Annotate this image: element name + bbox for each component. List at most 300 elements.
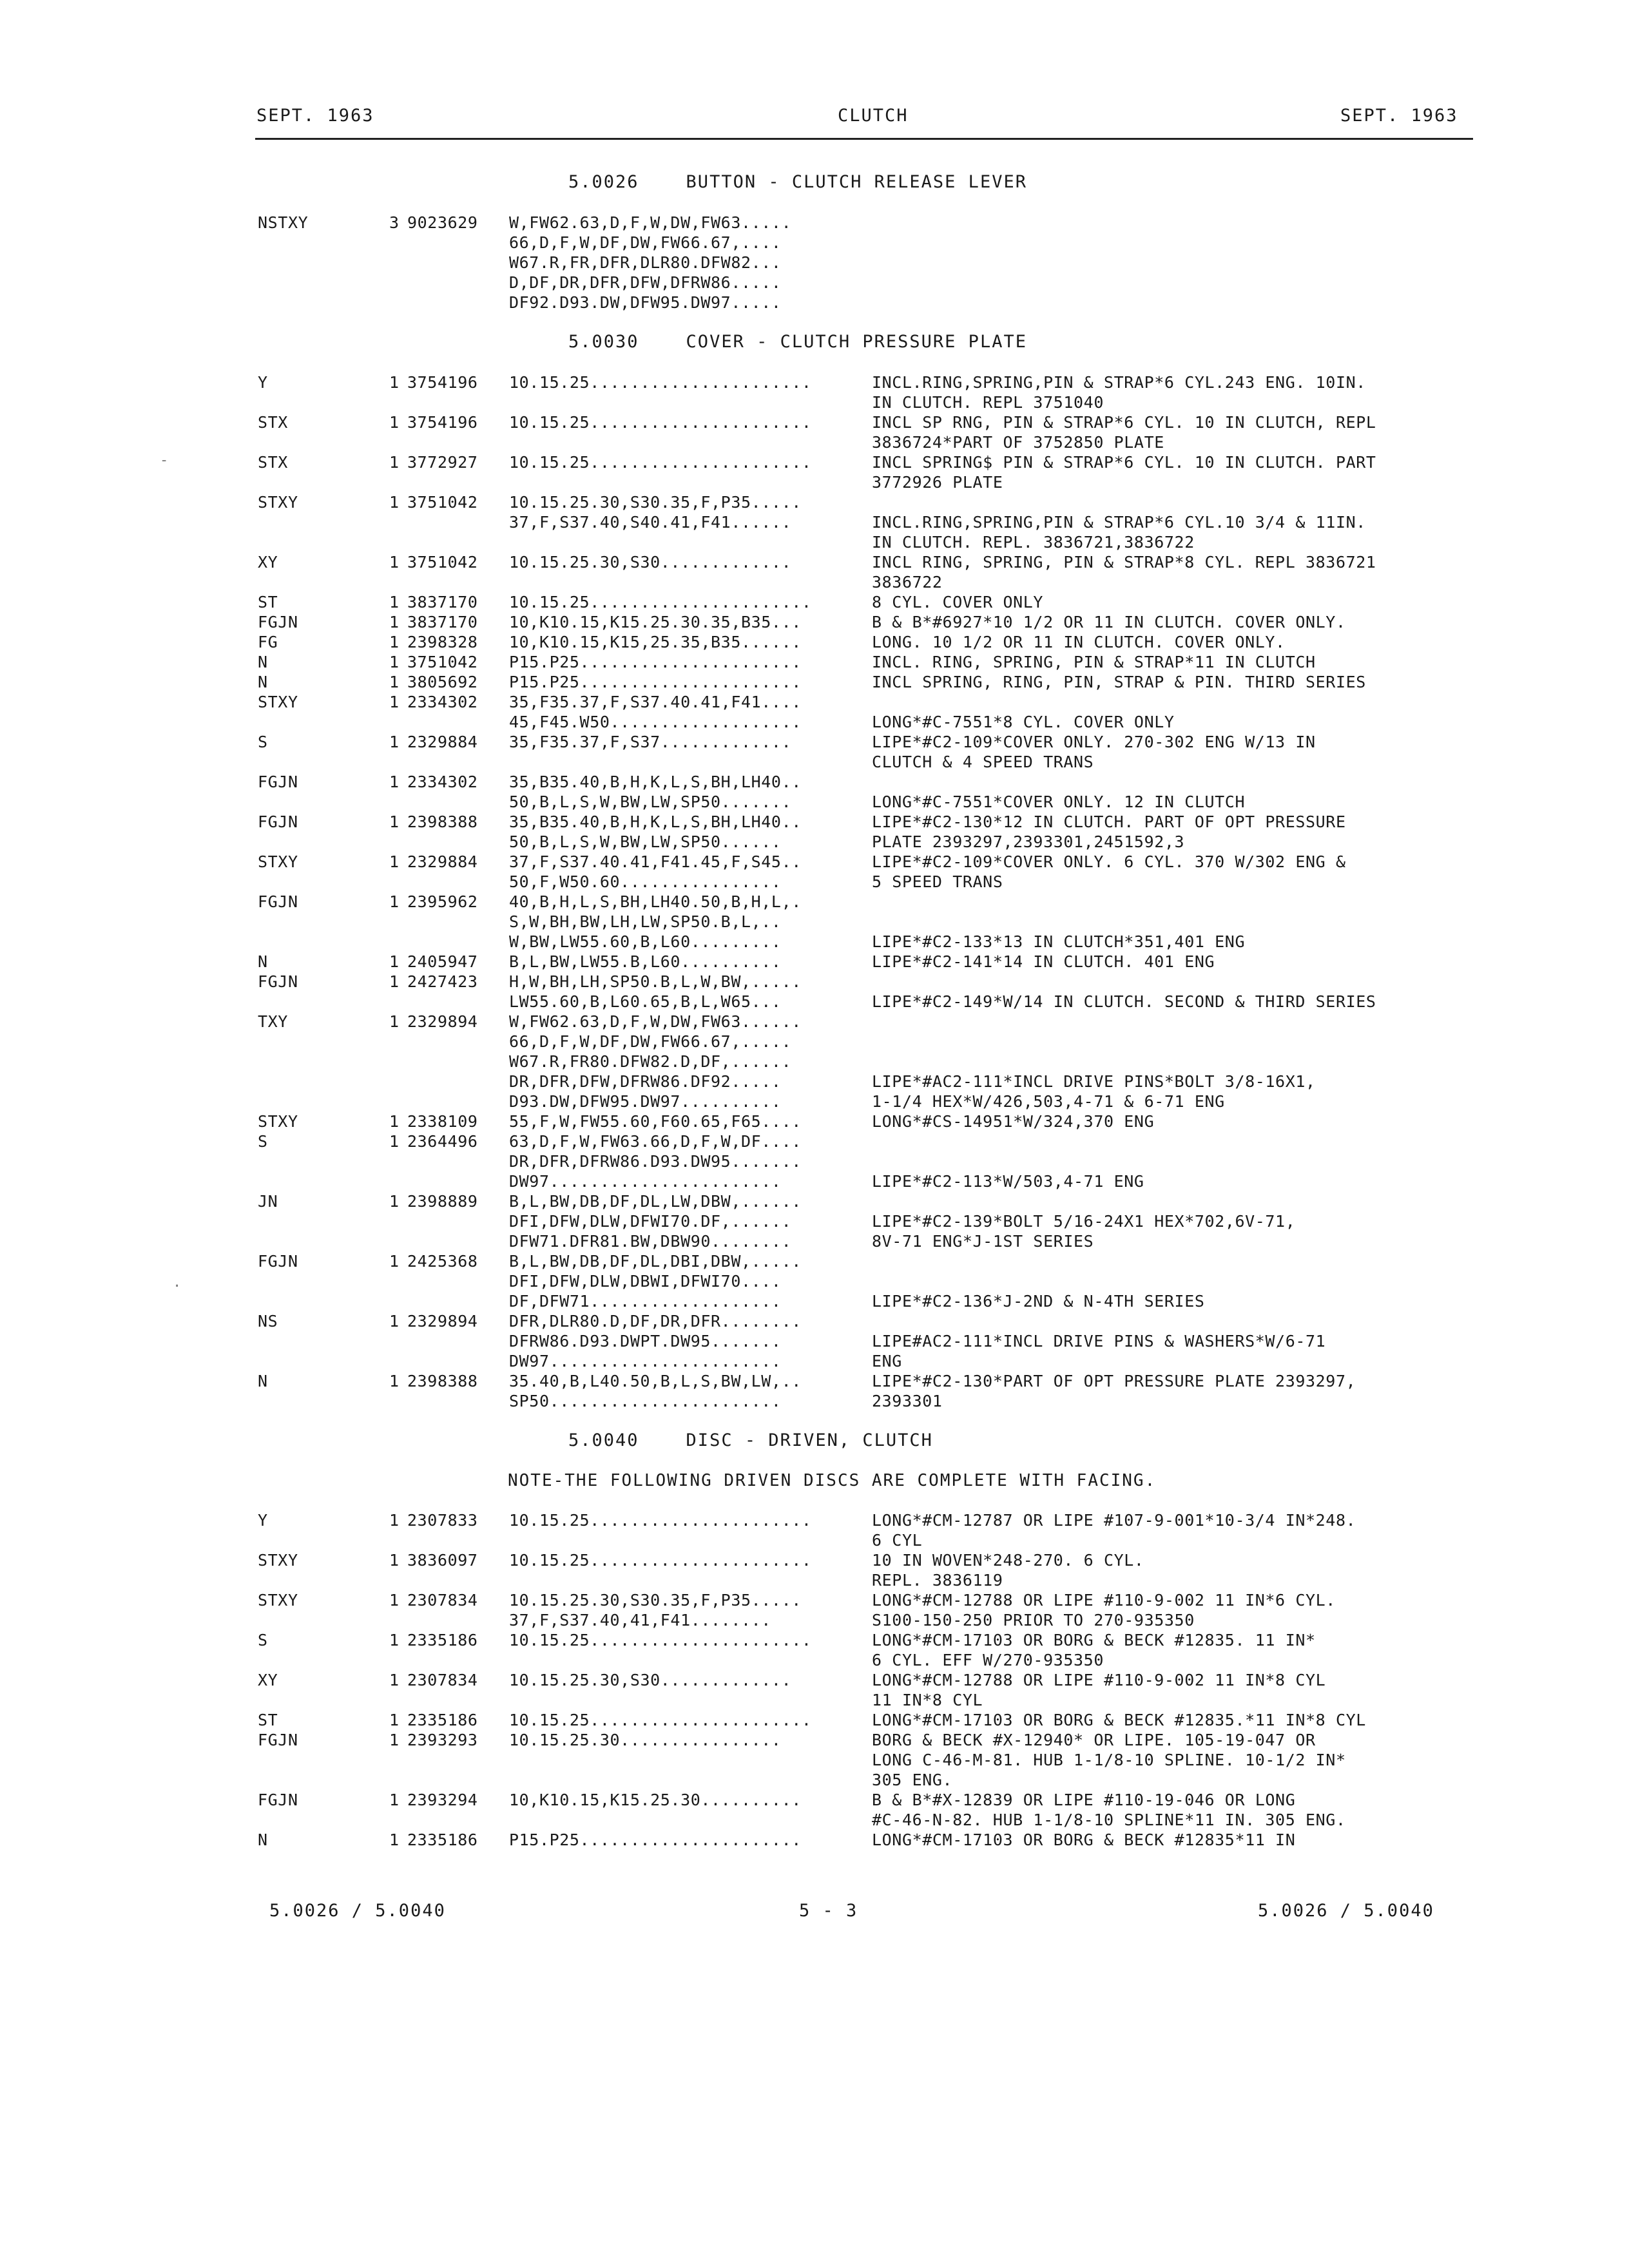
entry-line (0, 472, 1629, 492)
parts-listing (0, 164, 1629, 1850)
entry-line (0, 1191, 1629, 1211)
remarks: LONG*#CM-17103 OR BORG & BECK #12835.*11 IN*8 CYL (872, 1711, 1366, 1729)
part-number: 9023629 (407, 213, 478, 232)
entry-line (0, 892, 1629, 912)
header-date-left: SEPT. 1963 (256, 106, 374, 126)
remarks: #C-46-N-82. HUB 1-1/8-10 SPLINE*11 IN. 305 ENG. (872, 1811, 1346, 1829)
model-codes: FGJN (258, 972, 298, 991)
part-number: 2329884 (407, 852, 478, 871)
scan-speck: - (160, 452, 169, 468)
application-codes: 10,K10.15,K15,25.35,B35...... (509, 633, 802, 651)
part-number: 2338109 (407, 1112, 478, 1131)
remarks: 3836722 (872, 573, 943, 591)
part-number: 2398328 (407, 633, 478, 651)
entry-line (0, 772, 1629, 792)
entry-line (0, 1770, 1629, 1790)
entry-line (0, 672, 1629, 692)
application-codes: P15.P25...................... (509, 673, 802, 691)
remarks: LONG*#CM-12788 OR LIPE #110-9-002 11 IN*6 CYL. (872, 1591, 1336, 1610)
remarks: ENG (872, 1352, 902, 1370)
header-date-right: SEPT. 1963 (1340, 106, 1458, 126)
remarks: 8V-71 ENG*J-1ST SERIES (872, 1232, 1094, 1251)
quantity: 1 (389, 1551, 400, 1570)
application-codes: 10.15.25...................... (509, 373, 812, 392)
entry-line (0, 1730, 1629, 1750)
entry-line (0, 752, 1629, 772)
entry-line (0, 1790, 1629, 1810)
application-codes: DFI,DFW,DLW,DFWI70.DF,...... (509, 1212, 792, 1231)
remarks: LIPE*#C2-149*W/14 IN CLUTCH. SECOND & THIRD SERIES (872, 992, 1376, 1011)
model-codes: TXY (258, 1012, 288, 1031)
entry-line (0, 1052, 1629, 1072)
section-title: 5.0040 DISC - DRIVEN, CLUTCH (568, 1430, 933, 1450)
part-number: 2398388 (407, 1372, 478, 1390)
quantity: 1 (389, 812, 400, 831)
model-codes: NSTXY (258, 213, 309, 232)
entry-line (0, 632, 1629, 652)
quantity: 1 (389, 1372, 400, 1390)
application-codes: 45,F45.W50................... (509, 713, 802, 731)
part-number: 3751042 (407, 493, 478, 512)
remarks: LONG. 10 1/2 OR 11 IN CLUTCH. COVER ONLY. (872, 633, 1286, 651)
application-codes: W,BW,LW55.60,B,L60......... (509, 932, 782, 951)
quantity: 1 (389, 373, 400, 392)
entry-line (0, 1271, 1629, 1291)
model-codes: STXY (258, 693, 298, 711)
entry-line (0, 952, 1629, 972)
quantity: 1 (389, 593, 400, 611)
quantity: 1 (389, 773, 400, 791)
remarks: INCL SP RNG, PIN & STRAP*6 CYL. 10 IN CLUTCH, REPL (872, 413, 1376, 432)
part-number: 2398889 (407, 1192, 478, 1211)
model-codes: Y (258, 1511, 268, 1530)
application-codes: W,FW62.63,D,F,W,DW,FW63...... (509, 1012, 802, 1031)
remarks: LONG*#C-7551*COVER ONLY. 12 IN CLUTCH (872, 793, 1246, 811)
model-codes: STXY (258, 1551, 298, 1570)
application-codes: 10.15.25...................... (509, 1551, 812, 1570)
remarks: B & B*#6927*10 1/2 OR 11 IN CLUTCH. COVER ONLY. (872, 613, 1346, 631)
section-gap (0, 312, 1629, 324)
entry-line (0, 1231, 1629, 1251)
application-codes: DF92.D93.DW,DFW95.DW97..... (509, 293, 782, 312)
quantity: 1 (389, 733, 400, 751)
model-codes: Y (258, 373, 268, 392)
model-codes: STXY (258, 1591, 298, 1610)
part-number: 2395962 (407, 892, 478, 911)
remarks: LIPE*#C2-113*W/503,4-71 ENG (872, 1172, 1144, 1191)
entry-line (0, 992, 1629, 1012)
application-codes: B,L,BW,LW55.B,L60.......... (509, 952, 782, 971)
application-codes: B,L,BW,DB,DF,DL,DBI,DBW,..... (509, 1252, 802, 1271)
model-codes: XY (258, 1671, 278, 1689)
remarks: 6 CYL (872, 1531, 923, 1550)
entry-line (0, 512, 1629, 532)
part-number: 2329894 (407, 1012, 478, 1031)
remarks: S100-150-250 PRIOR TO 270-935350 (872, 1611, 1195, 1629)
remarks: 10 IN WOVEN*248-270. 6 CYL. (872, 1551, 1144, 1570)
application-codes: W67.R,FR80.DFW82.D,DF,...... (509, 1052, 792, 1071)
model-codes: S (258, 1631, 268, 1649)
quantity: 1 (389, 693, 400, 711)
remarks: B & B*#X-12839 OR LIPE #110-19-046 OR LONG (872, 1791, 1296, 1809)
model-codes: N (258, 673, 268, 691)
application-codes: W67.R,FR,DFR,DLR80.DFW82... (509, 253, 782, 272)
entry-line (0, 1670, 1629, 1690)
model-codes: S (258, 1132, 268, 1151)
remarks: LIPE*#C2-130*12 IN CLUTCH. PART OF OPT PRESSURE (872, 812, 1346, 831)
application-codes: 10.15.25...................... (509, 453, 812, 472)
entry-line (0, 1211, 1629, 1231)
quantity: 1 (389, 1631, 400, 1649)
part-number: 2393294 (407, 1791, 478, 1809)
entry-line (0, 1650, 1629, 1670)
quantity: 1 (389, 613, 400, 631)
application-codes: DR,DFR,DFW,DFRW86.DF92..... (509, 1072, 782, 1091)
remarks: 1-1/4 HEX*W/426,503,4-71 & 6-71 ENG (872, 1092, 1225, 1111)
application-codes: 37,F,S37.40.41,F41.45,F,S45.. (509, 852, 802, 871)
quantity: 1 (389, 952, 400, 971)
entry-line (0, 932, 1629, 952)
quantity: 1 (389, 1252, 400, 1271)
model-codes: N (258, 1831, 268, 1849)
part-number: 2335186 (407, 1831, 478, 1849)
entry-line (0, 1032, 1629, 1052)
application-codes: 63,D,F,W,FW63.66,D,F,W,DF.... (509, 1132, 802, 1151)
section-title: 5.0030 COVER - CLUTCH PRESSURE PLATE (568, 332, 1027, 352)
part-number: 3837170 (407, 593, 478, 611)
entry-line (0, 233, 1629, 253)
quantity: 1 (389, 1511, 400, 1530)
application-codes: DW97....................... (509, 1172, 782, 1191)
model-codes: NS (258, 1312, 278, 1331)
remarks: IN CLUTCH. REPL. 3836721,3836722 (872, 533, 1195, 552)
quantity: 1 (389, 1731, 400, 1749)
application-codes: 50,B,L,S,W,BW,LW,SP50....... (509, 793, 792, 811)
remarks: LIPE*#C2-139*BOLT 5/16-24X1 HEX*702,6V-71, (872, 1212, 1296, 1231)
remarks: LONG*#CS-14951*W/324,370 ENG (872, 1112, 1155, 1131)
entry-line (0, 273, 1629, 293)
remarks: LONG*#CM-17103 OR BORG & BECK #12835. 11 IN* (872, 1631, 1316, 1649)
application-codes: B,L,BW,DB,DF,DL,LW,DBW,...... (509, 1192, 802, 1211)
model-codes: ST (258, 1711, 278, 1729)
entry-line (0, 1291, 1629, 1311)
remarks: IN CLUTCH. REPL 3751040 (872, 393, 1104, 412)
model-codes: FGJN (258, 1791, 298, 1809)
model-codes: JN (258, 1192, 278, 1211)
application-codes: 10.15.25...................... (509, 1711, 812, 1729)
part-number: 2307834 (407, 1671, 478, 1689)
part-number: 3805692 (407, 673, 478, 691)
quantity: 1 (389, 553, 400, 572)
entry-line (0, 692, 1629, 712)
part-number: 2329884 (407, 733, 478, 751)
quantity: 1 (389, 633, 400, 651)
remarks: LONG*#CM-17103 OR BORG & BECK #12835*11 IN (872, 1831, 1296, 1849)
application-codes: 35,F35.37,F,S37.40.41,F41.... (509, 693, 802, 711)
model-codes: STXY (258, 852, 298, 871)
model-codes: XY (258, 553, 278, 572)
quantity: 1 (389, 1791, 400, 1809)
model-codes: FGJN (258, 892, 298, 911)
application-codes: 10,K10.15,K15.25.30.......... (509, 1791, 802, 1809)
entry-line (0, 1371, 1629, 1391)
entry-line (0, 293, 1629, 312)
part-number: 3751042 (407, 553, 478, 572)
entry-line (0, 1091, 1629, 1111)
model-codes: N (258, 1372, 268, 1390)
entry-line (0, 1570, 1629, 1590)
entry-line (0, 253, 1629, 273)
remarks: LONG*#C-7551*8 CYL. COVER ONLY (872, 713, 1175, 731)
remarks: LONG C-46-M-81. HUB 1-1/8-10 SPLINE. 10-1/2 IN* (872, 1751, 1346, 1769)
remarks: INCL.RING,SPRING,PIN & STRAP*6 CYL.243 ENG. 10IN. (872, 373, 1366, 392)
part-number: 3754196 (407, 413, 478, 432)
entry-line (0, 552, 1629, 572)
entry-line (0, 1690, 1629, 1710)
entry-line (0, 452, 1629, 472)
entry-line (0, 1251, 1629, 1271)
section-gap (0, 1411, 1629, 1423)
application-codes: W,FW62.63,D,F,W,DW,FW63..... (509, 213, 792, 232)
part-number: 3751042 (407, 653, 478, 671)
quantity: 1 (389, 892, 400, 911)
quantity: 1 (389, 1312, 400, 1331)
quantity: 1 (389, 653, 400, 671)
application-codes: 10.15.25...................... (509, 593, 812, 611)
application-codes: SP50....................... (509, 1392, 782, 1410)
entry-line (0, 1830, 1629, 1850)
application-codes: D93.DW,DFW95.DW97.......... (509, 1092, 782, 1111)
quantity: 1 (389, 852, 400, 871)
entry-line (0, 1530, 1629, 1550)
quantity: 1 (389, 1671, 400, 1689)
application-codes: DF,DFW71................... (509, 1292, 782, 1311)
quantity: 1 (389, 453, 400, 472)
model-codes: S (258, 733, 268, 751)
application-codes: 50,B,L,S,W,BW,LW,SP50...... (509, 832, 782, 851)
application-codes: 10.15.25.30,S30............. (509, 553, 792, 572)
entry-line (0, 1750, 1629, 1770)
quantity: 1 (389, 972, 400, 991)
application-codes: 10,K10.15,K15.25.30.35,B35... (509, 613, 802, 631)
application-codes: P15.P25...................... (509, 653, 802, 671)
quantity: 1 (389, 493, 400, 512)
part-number: 3836097 (407, 1551, 478, 1570)
entry-line (0, 712, 1629, 732)
part-number: 2307833 (407, 1511, 478, 1530)
quantity: 1 (389, 1591, 400, 1610)
entry-line (0, 412, 1629, 432)
application-codes: 35,B35.40,B,H,K,L,S,BH,LH40.. (509, 812, 802, 831)
application-codes: 37,F,S37.40,S40.41,F41...... (509, 513, 792, 532)
entry-line (0, 1351, 1629, 1371)
entry-line (0, 792, 1629, 812)
remarks: INCL SPRING, RING, PIN, STRAP & PIN. THIRD SERIES (872, 673, 1366, 691)
remarks: LIPE*#C2-133*13 IN CLUTCH*351,401 ENG (872, 932, 1246, 951)
application-codes: 37,F,S37.40,41,F41........ (509, 1611, 771, 1629)
application-codes: 35,F35.37,F,S37............. (509, 733, 792, 751)
header-rule (255, 138, 1473, 140)
remarks: INCL.RING,SPRING,PIN & STRAP*6 CYL.10 3/4 & 11IN. (872, 513, 1366, 532)
entry-line (0, 1630, 1629, 1650)
part-number: 3772927 (407, 453, 478, 472)
part-number: 2335186 (407, 1631, 478, 1649)
entry-line (0, 1331, 1629, 1351)
application-codes: DFRW86.D93.DWPT.DW95....... (509, 1332, 782, 1350)
application-codes: 10.15.25.30,S30.35,F,P35..... (509, 493, 802, 512)
remarks: LIPE*#C2-109*COVER ONLY. 270-302 ENG W/13 IN (872, 733, 1316, 751)
application-codes: DW97....................... (509, 1352, 782, 1370)
entry-line (0, 612, 1629, 632)
application-codes: 10.15.25.30,S30............. (509, 1671, 792, 1689)
remarks: LIPE*#C2-136*J-2ND & N-4TH SERIES (872, 1292, 1205, 1311)
part-number: 2334302 (407, 773, 478, 791)
quantity: 1 (389, 1192, 400, 1211)
remarks: LIPE*#C2-109*COVER ONLY. 6 CYL. 370 W/302 ENG & (872, 852, 1346, 871)
quantity: 3 (389, 213, 400, 232)
remarks: 6 CYL. EFF W/270-935350 (872, 1651, 1104, 1669)
application-codes: 40,B,H,L,S,BH,LH40.50,B,H,L,. (509, 892, 802, 911)
entry-line (0, 1710, 1629, 1730)
remarks: 11 IN*8 CYL (872, 1691, 983, 1709)
part-number: 2364496 (407, 1132, 478, 1151)
entry-line (0, 1111, 1629, 1131)
footer-range-left: 5.0026 / 5.0040 (269, 1901, 446, 1921)
part-number: 2393293 (407, 1731, 478, 1749)
remarks: INCL SPRING$ PIN & STRAP*6 CYL. 10 IN CLUTCH. PART (872, 453, 1376, 472)
part-number: 2307834 (407, 1591, 478, 1610)
remarks: BORG & BECK #X-12940* OR LIPE. 105-19-047 OR (872, 1731, 1316, 1749)
application-codes: 66,D,F,W,DF,DW,FW66.67,..... (509, 1032, 792, 1051)
model-codes: FGJN (258, 1252, 298, 1271)
application-codes: S,W,BH,BW,LH,LW,SP50.B,L,.. (509, 912, 782, 931)
application-codes: DR,DFR,DFRW86.D93.DW95....... (509, 1152, 802, 1171)
entry-line (0, 1151, 1629, 1171)
entry-line (0, 1510, 1629, 1530)
application-codes: 35.40,B,L40.50,B,L,S,BW,LW,.. (509, 1372, 802, 1390)
model-codes: FGJN (258, 1731, 298, 1749)
entry-line (0, 1012, 1629, 1032)
remarks: 3836724*PART OF 3752850 PLATE (872, 433, 1164, 452)
quantity: 1 (389, 1711, 400, 1729)
entry-line (0, 652, 1629, 672)
part-number: 2398388 (407, 812, 478, 831)
entry-line (0, 572, 1629, 592)
application-codes: 66,D,F,W,DF,DW,FW66.67,.... (509, 233, 782, 252)
entry-line (0, 532, 1629, 552)
entry-line (0, 1590, 1629, 1610)
application-codes: 50,F,W50.60................ (509, 872, 782, 891)
entry-line (0, 432, 1629, 452)
entry-line (0, 872, 1629, 892)
part-number: 2335186 (407, 1711, 478, 1729)
remarks: LIPE*#C2-130*PART OF OPT PRESSURE PLATE 2393297, (872, 1372, 1356, 1390)
quantity: 1 (389, 1012, 400, 1031)
remarks: 305 ENG. (872, 1771, 953, 1789)
part-number: 2329894 (407, 1312, 478, 1331)
entry-line (0, 852, 1629, 872)
part-number: 3754196 (407, 373, 478, 392)
remarks: 2393301 (872, 1392, 943, 1410)
entry-line (0, 1610, 1629, 1630)
entry-line (0, 1311, 1629, 1331)
remarks: LIPE#AC2-111*INCL DRIVE PINS & WASHERS*W/6-71 (872, 1332, 1326, 1350)
entry-line (0, 732, 1629, 752)
application-codes: 10.15.25...................... (509, 1631, 812, 1649)
quantity: 1 (389, 1831, 400, 1849)
remarks: 8 CYL. COVER ONLY (872, 593, 1044, 611)
remarks: PLATE 2393297,2393301,2451592,3 (872, 832, 1185, 851)
application-codes: 10.15.25.30,S30.35,F,P35..... (509, 1591, 802, 1610)
remarks: REPL. 3836119 (872, 1571, 1003, 1590)
remarks: 3772926 PLATE (872, 473, 1003, 492)
remarks: CLUTCH & 4 SPEED TRANS (872, 753, 1094, 771)
entry-line (0, 1131, 1629, 1151)
entry-line (0, 1810, 1629, 1830)
quantity: 1 (389, 1112, 400, 1131)
entry-line (0, 832, 1629, 852)
entry-line (0, 213, 1629, 233)
entry-line (0, 1171, 1629, 1191)
page-number: 5 - 3 (799, 1901, 858, 1921)
application-codes: 10.15.25...................... (509, 413, 812, 432)
entry-line (0, 812, 1629, 832)
quantity: 1 (389, 673, 400, 691)
model-codes: N (258, 952, 268, 971)
model-codes: STXY (258, 493, 298, 512)
remarks: INCL. RING, SPRING, PIN & STRAP*11 IN CLUTCH (872, 653, 1316, 671)
remarks: LIPE*#AC2-111*INCL DRIVE PINS*BOLT 3/8-16X1, (872, 1072, 1316, 1091)
application-codes: 35,B35.40,B,H,K,L,S,BH,LH40.. (509, 773, 802, 791)
header-title: CLUTCH (838, 106, 909, 126)
model-codes: STXY (258, 1112, 298, 1131)
section-title: 5.0026 BUTTON - CLUTCH RELEASE LEVER (568, 172, 1027, 192)
model-codes: FGJN (258, 773, 298, 791)
application-codes: P15.P25...................... (509, 1831, 802, 1849)
application-codes: 55,F,W,FW55.60,F60.65,F65.... (509, 1112, 802, 1131)
application-codes: DFW71.DFR81.BW,DBW90........ (509, 1232, 792, 1251)
entry-line (0, 1550, 1629, 1570)
part-number: 3837170 (407, 613, 478, 631)
application-codes: 10.15.25...................... (509, 1511, 812, 1530)
entry-line (0, 372, 1629, 392)
application-codes: D,DF,DR,DFR,DFW,DFRW86..... (509, 273, 782, 292)
quantity: 1 (389, 1132, 400, 1151)
entry-line (0, 392, 1629, 412)
application-codes: LW55.60,B,L60.65,B,L,W65... (509, 992, 782, 1011)
application-codes: DFI,DFW,DLW,DBWI,DFWI70.... (509, 1272, 782, 1291)
model-codes: ST (258, 593, 278, 611)
application-codes: H,W,BH,LH,SP50.B,L,W,BW,..... (509, 972, 802, 991)
part-number: 2405947 (407, 952, 478, 971)
model-codes: FGJN (258, 812, 298, 831)
entry-line (0, 1391, 1629, 1411)
entry-line (0, 592, 1629, 612)
entry-line (0, 912, 1629, 932)
part-number: 2334302 (407, 693, 478, 711)
model-codes: FG (258, 633, 278, 651)
entry-line (0, 972, 1629, 992)
application-codes: DFR,DLR80.D,DF,DR,DFR........ (509, 1312, 802, 1331)
remarks: 5 SPEED TRANS (872, 872, 1003, 891)
remarks: LONG*#CM-12788 OR LIPE #110-9-002 11 IN*8 CYL (872, 1671, 1326, 1689)
remarks: LONG*#CM-12787 OR LIPE #107-9-001*10-3/4 IN*248. (872, 1511, 1356, 1530)
footer-range-right: 5.0026 / 5.0040 (1258, 1901, 1434, 1921)
part-number: 2427423 (407, 972, 478, 991)
quantity: 1 (389, 413, 400, 432)
part-number: 2425368 (407, 1252, 478, 1271)
model-codes: N (258, 653, 268, 671)
